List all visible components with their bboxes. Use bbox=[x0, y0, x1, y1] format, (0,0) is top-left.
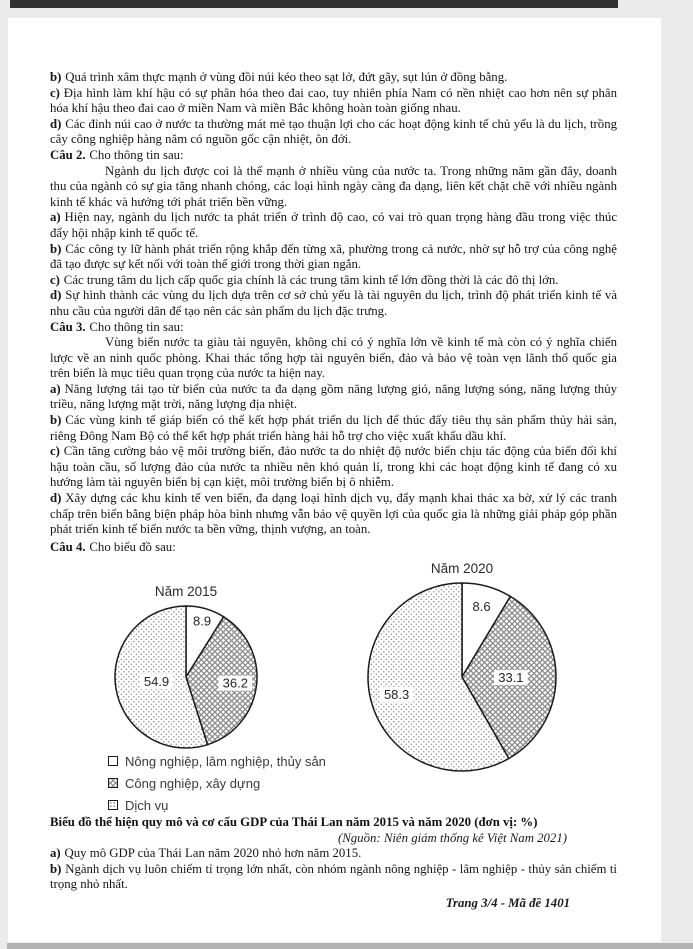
item-label: b) bbox=[50, 241, 62, 256]
document-page bbox=[8, 18, 661, 942]
paragraph bbox=[50, 335, 617, 382]
paragraph bbox=[50, 382, 617, 413]
paragraph bbox=[50, 273, 617, 289]
item-text: Quy mô GDP của Thái Lan năm 2020 nhỏ hơn năm 2015. bbox=[64, 846, 362, 861]
item-text: Quá trình xâm thực mạnh ở vùng đồi núi kéo theo sạt lở, đứt gãy, sụt lún ở đồng bằng. bbox=[65, 70, 508, 84]
item-label: b) bbox=[50, 413, 62, 428]
item-label: Câu 3. bbox=[50, 319, 86, 334]
item-label: Câu 2. bbox=[50, 147, 86, 162]
chart-caption: Biểu đồ thể hiện quy mô và cơ cấu GDP của Thái Lan năm 2015 và năm 2020 (đơn vị: %) bbox=[50, 815, 538, 829]
paragraph bbox=[50, 320, 617, 336]
legend-swatch-plain-icon bbox=[108, 756, 118, 766]
item-text: Ngành dịch vụ luôn chiếm tỉ trọng lớn nhất, còn nhóm ngành nông nghiệp - lâm nghiệp - thủy sản chiếm tỉ trọng nhỏ nhất. bbox=[50, 861, 617, 892]
item-label: d) bbox=[50, 116, 62, 131]
item-text: Cho thông tin sau: bbox=[89, 147, 184, 162]
item-text: Địa hình làm khí hậu có sự phân hóa theo đai cao, tuy nhiên phía Nam có nền nhiệt cao hơn nên sự phân hóa khí hậu theo đai cao ở miền Nam và miền Bắc không hoàn toàn giống nhau. bbox=[50, 85, 617, 116]
paragraph bbox=[50, 413, 617, 444]
paragraph bbox=[50, 117, 617, 148]
paragraph bbox=[50, 210, 617, 241]
item-text: Các trung tâm du lịch cấp quốc gia chính là các trung tâm kinh tế lớn đồng thời là các đô thị lớn. bbox=[63, 272, 559, 287]
page-footer: Trang 3/4 - Mã đề 1401 bbox=[445, 896, 570, 910]
item-text: Cần tăng cường bảo vệ môi trường biển, đảo nước ta do nhiệt độ nước biển chịu tác động của biến đổi khí hậu toàn cầu, số lượng đảo của nước ta nhiều nên khó quản lí, trong khi các hoạt động kinh tế đang có xu hướng làm tài nguyên biển bị cạn kiệt, môi trường biển bị ô nhiễm. bbox=[50, 444, 617, 490]
legend-item bbox=[108, 772, 326, 794]
item-label: c) bbox=[50, 85, 60, 100]
legend-item bbox=[108, 794, 326, 816]
pie-chart-2015 bbox=[115, 584, 257, 748]
paragraph bbox=[50, 862, 617, 893]
paragraph bbox=[50, 164, 617, 211]
item-text: Các vùng kinh tế giáp biển có thể kết hợp phát triển du lịch để thúc đẩy tiêu thụ sản phẩm thủy hải sản, riêng Đông Nam Bộ có thể kết hợp phát triển hàng hải hỗ trợ cho việc xuất khẩu dầu khí. bbox=[50, 413, 617, 443]
item-text: Năng lượng tái tạo từ biển của nước ta đa dạng gồm năng lượng gió, năng lượng sóng, năng lượng thủy triều, năng lượng mặt trời, năng lượng địa nhiệt. bbox=[50, 381, 617, 412]
legend-item bbox=[108, 750, 326, 772]
item-text: Các đỉnh núi cao ở nước ta thường mát mẻ tạo thuận lợi cho các hoạt động kinh tế chủ yếu là du lịch, trồng cây công nghiệp hàng năm có nguồn gốc cận nhiệt, ôn đới. bbox=[50, 116, 617, 147]
item-text: Các công ty lữ hành phát triển rộng khắp đến từng xã, phường trong cả nước, nhờ sự hỗ trợ của công nghệ đã tạo được sự kết nối với toàn thế giới trong thời gian ngắn. bbox=[50, 241, 617, 272]
item-label: b) bbox=[50, 70, 62, 84]
item-text: Hiện nay, ngành du lịch nước ta phát triển ở trình độ cao, có vai trò quan trọng hàng đầu trong việc thúc đẩy hội nhập kinh tế quốc tế. bbox=[50, 210, 617, 240]
paragraph bbox=[50, 846, 617, 862]
answer-statements-block bbox=[50, 846, 617, 893]
item-label: a) bbox=[50, 381, 61, 396]
chart-source: (Nguồn: Niên giám thống kê Việt Nam 2021) bbox=[337, 830, 567, 845]
paragraph bbox=[50, 70, 617, 86]
pie-value-label: 36.2 bbox=[222, 675, 248, 691]
pie-title: Năm 2015 bbox=[154, 584, 218, 599]
paragraph bbox=[50, 86, 617, 117]
pie-value-label: 58.3 bbox=[383, 686, 410, 702]
item-label: a) bbox=[50, 210, 61, 225]
pie-chart-2020 bbox=[368, 561, 556, 771]
item-label: b) bbox=[50, 861, 62, 876]
next-page-edge bbox=[7, 943, 693, 949]
item-label: Câu 4. bbox=[50, 540, 86, 554]
legend-swatch-crosshatch-icon bbox=[108, 778, 118, 788]
pie-value-label: 54.9 bbox=[143, 674, 170, 690]
question-text-block bbox=[50, 70, 617, 539]
pie-value-label: 8.9 bbox=[193, 613, 212, 629]
item-label: c) bbox=[50, 444, 60, 459]
paragraph bbox=[50, 288, 617, 319]
item-label: c) bbox=[50, 272, 60, 287]
pie-title: Năm 2020 bbox=[430, 561, 494, 576]
item-text: Vùng biển nước ta giàu tài nguyên, không chỉ có ý nghĩa lớn về kinh tế mà còn có ý nghĩa chiến lược về an ninh quốc phòng. Khai thác tổng hợp tài nguyên biển, đảo và bảo vệ toàn vẹn lãnh thổ quốc gia trên biển là mục tiêu quan trọng của nước ta hiện nay. bbox=[50, 335, 617, 381]
item-label: d) bbox=[50, 288, 62, 303]
item-label: d) bbox=[50, 491, 62, 506]
pie-value-label: 8.6 bbox=[472, 598, 491, 614]
item-label: a) bbox=[50, 846, 61, 861]
gdp-pie-charts bbox=[50, 558, 617, 815]
legend-label: Công nghiệp, xây dựng bbox=[125, 775, 261, 791]
paragraph bbox=[50, 444, 617, 491]
paragraph bbox=[50, 148, 617, 164]
item-text: Ngành du lịch được coi là thế mạnh ở nhiều vùng của nước ta. Trong những năm gần đây, doanh thu của ngành có sự gia tăng nhanh chóng, các loại hình ngày càng đa dạng, liên kết chặt chẽ với nhiều ngành kinh tế khác và hướng tới phát triển bền vững. bbox=[50, 163, 617, 209]
paragraph bbox=[50, 491, 617, 538]
legend-swatch-dots-icon bbox=[108, 800, 118, 810]
legend-label: Dịch vụ bbox=[125, 797, 169, 813]
paragraph-cau4 bbox=[50, 540, 617, 556]
chart-caption-block bbox=[50, 815, 617, 893]
pie-value-label: 33.1 bbox=[498, 670, 524, 685]
item-text: Cho biểu đồ sau: bbox=[89, 540, 176, 554]
item-text: Xây dựng các khu kinh tế ven biển, đa dạng loại hình dịch vụ, đẩy mạnh khai thác xa bờ, xử lý các tranh chấp trên biển bằng biện pháp hòa bình nhưng vẫn bảo vệ quyền lợi của quốc gia là những giải pháp góp phần phát triển kinh tế biển nước ta bền vững, thịnh vượng, an toàn. bbox=[50, 491, 617, 537]
chart-legend bbox=[108, 750, 326, 816]
legend-label: Nông nghiệp, lâm nghiệp, thủy sản bbox=[125, 753, 326, 769]
item-text: Sự hình thành các vùng du lịch dựa trên cơ sở chủ yếu là tài nguyên du lịch, trình độ phát triển kinh tế và nhu cầu của người dân để tạo nên các sản phẩm du lịch đặc trưng. bbox=[50, 288, 617, 318]
item-text: Cho thông tin sau: bbox=[89, 319, 184, 334]
paragraph bbox=[50, 242, 617, 273]
previous-page-edge bbox=[10, 0, 618, 8]
